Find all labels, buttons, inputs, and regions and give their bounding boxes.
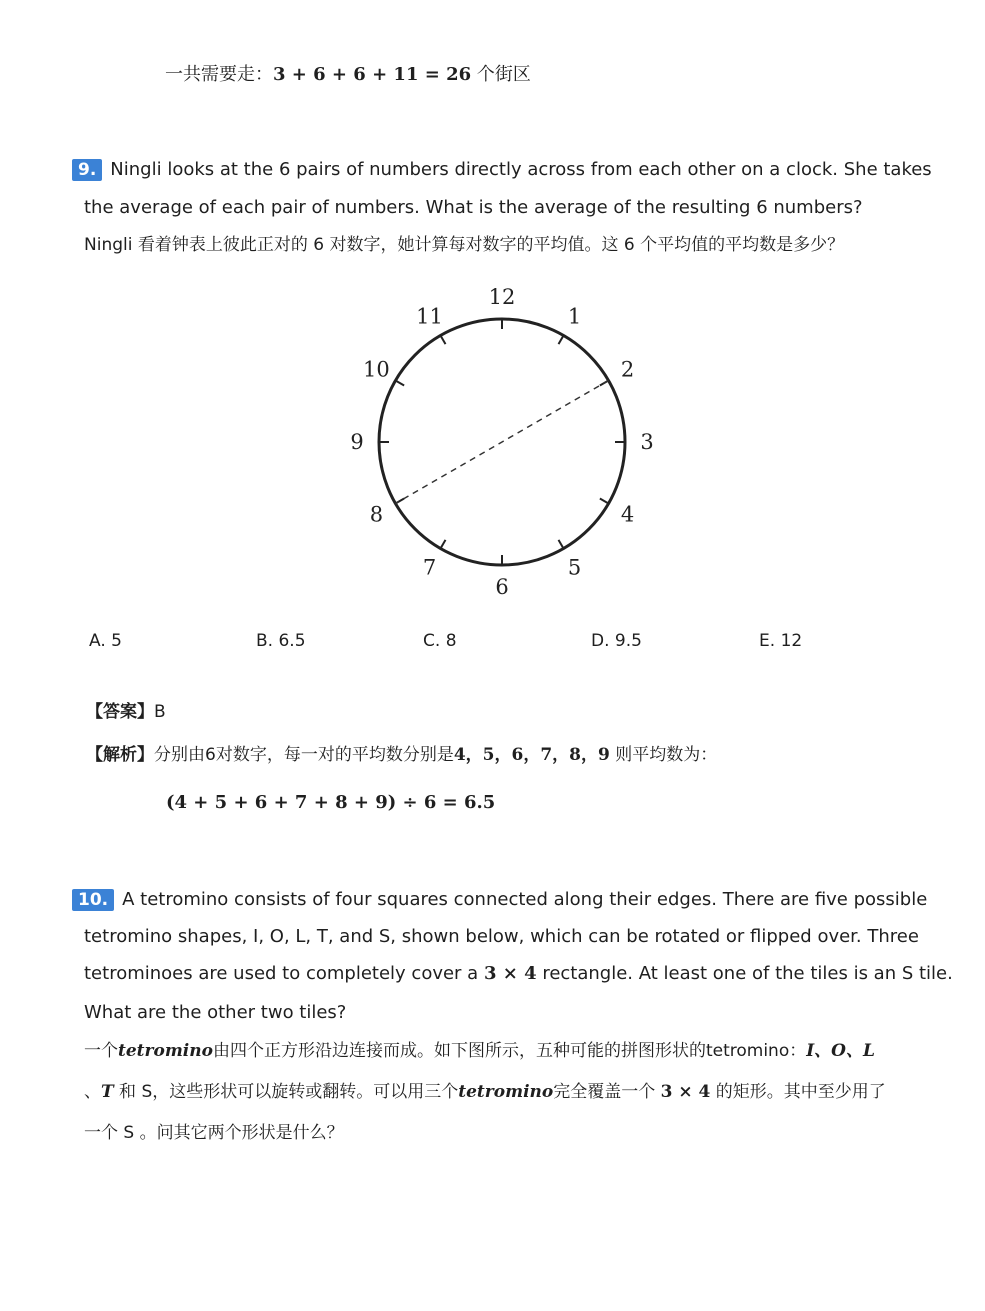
choice-a-value: 5: [111, 631, 122, 651]
q10-zh-line1: [84, 1039, 875, 1063]
q10-zh-line1a: 一个: [84, 1041, 118, 1061]
q10-en-line3b: rectangle. At least one of the tiles is an S tile.: [536, 963, 953, 984]
clock-tick-1: [559, 335, 564, 344]
analysis-formula: (4 + 5 + 6 + 7 + 8 + 9) ÷ 6 = 6.5: [166, 792, 496, 813]
choice-b-value: 6.5: [278, 631, 306, 651]
clock-tick-7: [441, 540, 446, 549]
choice-e-value: 12: [780, 631, 803, 651]
q10-zh-line2-math: 3 × 4: [660, 1082, 711, 1102]
answer-value: B: [154, 702, 166, 722]
clock-number-5: 5: [567, 555, 582, 580]
clock-tick-4: [600, 499, 609, 504]
clock-number-1: 1: [567, 304, 582, 329]
q10-zh-line2: [84, 1080, 886, 1104]
clock-number-12: 12: [488, 285, 516, 309]
q10-number-badge: 10.: [72, 889, 114, 911]
prev-solution-suffix: 个街区: [471, 64, 531, 85]
q10-en-line1: A tetromino consists of four squares connected along their edges. There are five possible: [122, 889, 928, 910]
choice-e: [759, 630, 802, 652]
q9-number-badge: 9.: [72, 159, 102, 181]
q9-line1: [72, 158, 932, 182]
choice-d: [591, 630, 642, 652]
choice-a: [89, 630, 122, 652]
q10-en-line2: tetromino shapes, I, O, L, T, and S, shown below, which can be rotated or flipped over. Three: [84, 926, 919, 947]
q10-zh-line1b: 由四个正方形沿边连接而成。如下图所示，五种可能的拼图形状的tetromino：: [212, 1041, 807, 1061]
choice-a-label: A.: [89, 631, 106, 651]
clock-diagram: [332, 282, 672, 602]
clock-number-11: 11: [416, 304, 443, 329]
choice-d-label: D.: [591, 631, 610, 651]
analysis-text2: 则平均数为：: [609, 745, 718, 765]
q10-zh-line2c: 完全覆盖一个: [553, 1082, 661, 1102]
clock-number-10: 10: [363, 357, 390, 382]
q10-zh-line1-shapes: I、O、L: [806, 1041, 875, 1061]
clock-number-3: 3: [640, 430, 654, 454]
q10-zh-line2a: 、: [84, 1082, 101, 1102]
choice-e-label: E.: [759, 631, 776, 651]
clock-number-6: 6: [495, 575, 509, 599]
dashed-diameter-2-8: [395, 381, 608, 504]
q10-zh-line2-it: tetromino: [458, 1082, 554, 1102]
clock-number-7: 7: [422, 555, 437, 580]
prev-solution-line: [165, 63, 531, 87]
clock-number-4: 4: [620, 502, 635, 527]
q10-en-line4: What are the other two tiles?: [84, 1002, 347, 1023]
q10-zh-line3: 一个 S 。问其它两个形状是什么？: [84, 1123, 344, 1143]
q10-en-line3a: tetrominoes are used to completely cover a: [84, 963, 484, 984]
choice-c-value: 8: [445, 631, 457, 651]
q9-zh-line: Ningli 看着钟表上彼此正对的 6 对数字，她计算每对数字的平均值。这 6 个平均值的平均数是多少？: [84, 235, 845, 255]
clock-number-9: 9: [350, 430, 364, 454]
analysis-text1: 分别由6对数字，每一对的平均数分别是: [154, 745, 454, 765]
q10-en-line3: [84, 962, 953, 986]
q10-en-line3-math: 3 × 4: [483, 963, 537, 984]
clock-number-8: 8: [369, 502, 384, 527]
analysis-values: 4，5，6，7，8，9: [453, 745, 610, 765]
q10-zh-line2-t: T: [101, 1082, 114, 1102]
answer-tag: 【答案】: [86, 702, 154, 722]
clock-tick-5: [559, 540, 564, 549]
choice-b: [256, 630, 306, 652]
q9-en-line2: the average of each pair of numbers. What is the average of the resulting 6 numbers?: [84, 197, 863, 218]
choice-b-label: B.: [256, 631, 274, 651]
prev-solution-prefix: 一共需要走：: [165, 64, 273, 85]
analysis-tag: 【解析】: [86, 745, 154, 765]
analysis-line: [86, 743, 717, 767]
q10-zh-line2d: 的矩形。其中至少用了: [710, 1082, 886, 1102]
clock-number-2: 2: [620, 357, 635, 382]
clock-tick-10: [395, 381, 404, 386]
q10-zh-line1-it: tetromino: [118, 1041, 213, 1061]
q9-en-line1: Ningli looks at the 6 pairs of numbers directly across from each other on a clock. She takes: [110, 159, 932, 180]
choice-c: [423, 630, 457, 652]
q10-line1: [72, 888, 927, 912]
choice-d-value: 9.5: [614, 631, 642, 651]
answer-line: [86, 700, 166, 724]
q10-zh-line2b: 和 S，这些形状可以旋转或翻转。可以用三个: [113, 1082, 459, 1102]
prev-solution-expr: 3 + 6 + 6 + 11 = 26: [273, 64, 472, 85]
clock-tick-11: [441, 335, 446, 344]
choice-c-label: C.: [423, 631, 441, 651]
